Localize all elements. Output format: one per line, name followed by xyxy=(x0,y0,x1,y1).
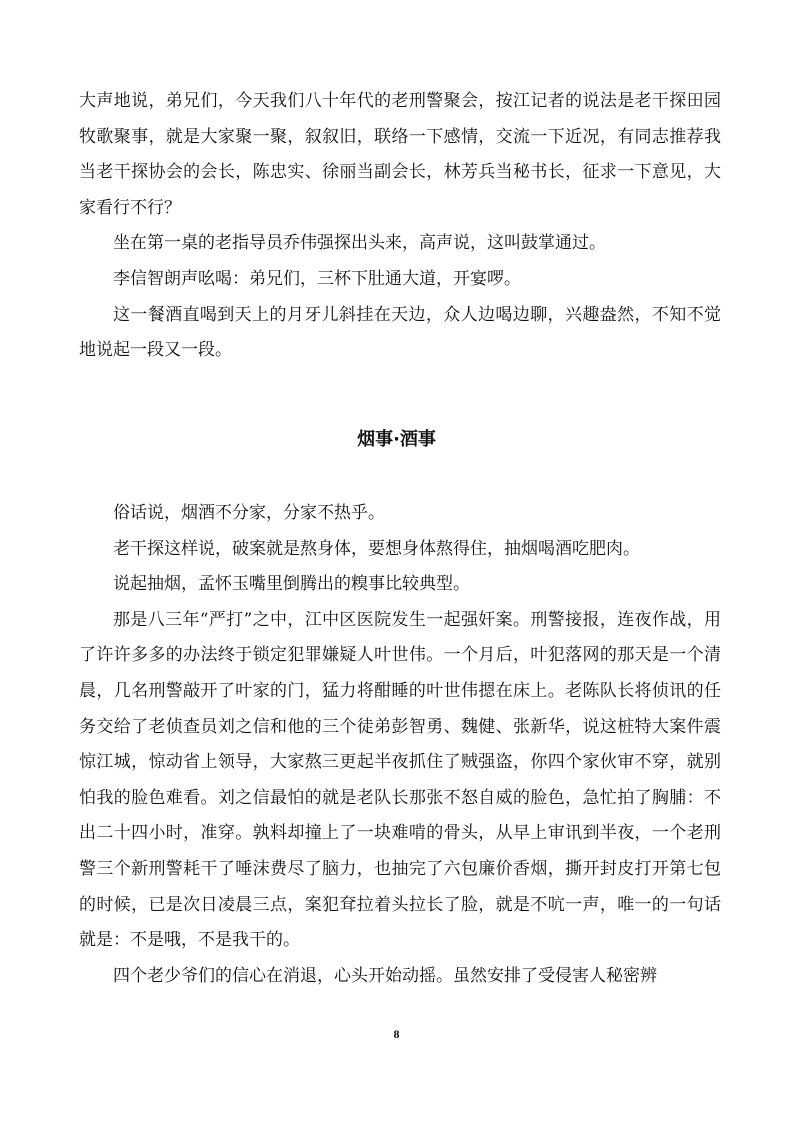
paragraph-doubt: 四个老少爷们的信心在消退，心头开始动摇。虽然安排了受侵害人秘密辨 xyxy=(113,965,657,986)
paragraph-proverb: 俗话说，烟酒不分家，分家不热乎。 xyxy=(113,503,385,523)
section-1-body xyxy=(79,84,721,369)
paragraph-applause: 坐在第一桌的老指导员乔伟强探出头来，高声说，这叫鼓掌通过。 xyxy=(113,233,606,254)
paragraph-veteran-saying: 老干探这样说，破案就是熬身体，要想身体熬得住，抽烟喝酒吃肥肉。 xyxy=(113,538,640,559)
paragraph-moonlight: 这一餐酒直喝到天上的月牙儿斜挂在天边，众人边喝边聊，兴趣盎然，不知不觉地说起一段又一段。 xyxy=(79,304,721,361)
paragraph-smoking-story-intro: 说起抽烟，孟怀玉嘴里倒腾出的糗事比较典型。 xyxy=(113,574,470,595)
section-title: 烟事·酒事 xyxy=(357,429,436,450)
page-number: 8 xyxy=(393,1027,400,1041)
section-2-body xyxy=(79,496,721,994)
paragraph-case-story: 那是八三年“严打”之中，江中区医院发生一起强奸案。刑警接报，连夜作战，用了许许多多的办法终于锁定犯罪嫌疑人叶世伟。一个月后，叶犯落网的那天是一个清晨，几名刑警敲开了叶家的门，猛力将酣睡的叶世伟摁在床上。老陈队长将侦讯的任务交给了老侦查员刘之信和他的三个徒弟彭智勇、魏健、张新华，说这桩特大案件震惊江城，惊动省上领导，大家熬三更起半夜抓住了贼强盗，你四个家伙审不穿，就别怕我的脸色难看。刘之信最怕的就是老队长那张不怒自威的脸色，急忙拍了胸脯：不出二十四小时，准穿。孰料却撞上了一块难啃的骨头，从早上审讯到半夜，一个老刑警三个新刑警耗干了唾沫费尽了脑力，也抽完了六包廉价香烟，撕开封皮打开第七包的时候，已是次日凌晨三点，案犯耷拉着头拉长了脸，就是不吭一声，唯一的一句话就是：不是哦，不是我干的。 xyxy=(79,609,721,951)
paragraph-toast: 李信智朗声吆喝：弟兄们，三杯下肚通大道，开宴啰。 xyxy=(113,268,521,289)
paragraph-speech-continuation: 大声地说，弟兄们，今天我们八十年代的老刑警聚会，按江记者的说法是老干探田园牧歌聚事，就是大家聚一聚，叙叙旧，联络一下感情，交流一下近况，有同志推荐我当老干探协会的会长，陈忠实、徐丽当副会长，林芳兵当秘书长，征求一下意见，大家看行不行？ xyxy=(79,91,721,218)
